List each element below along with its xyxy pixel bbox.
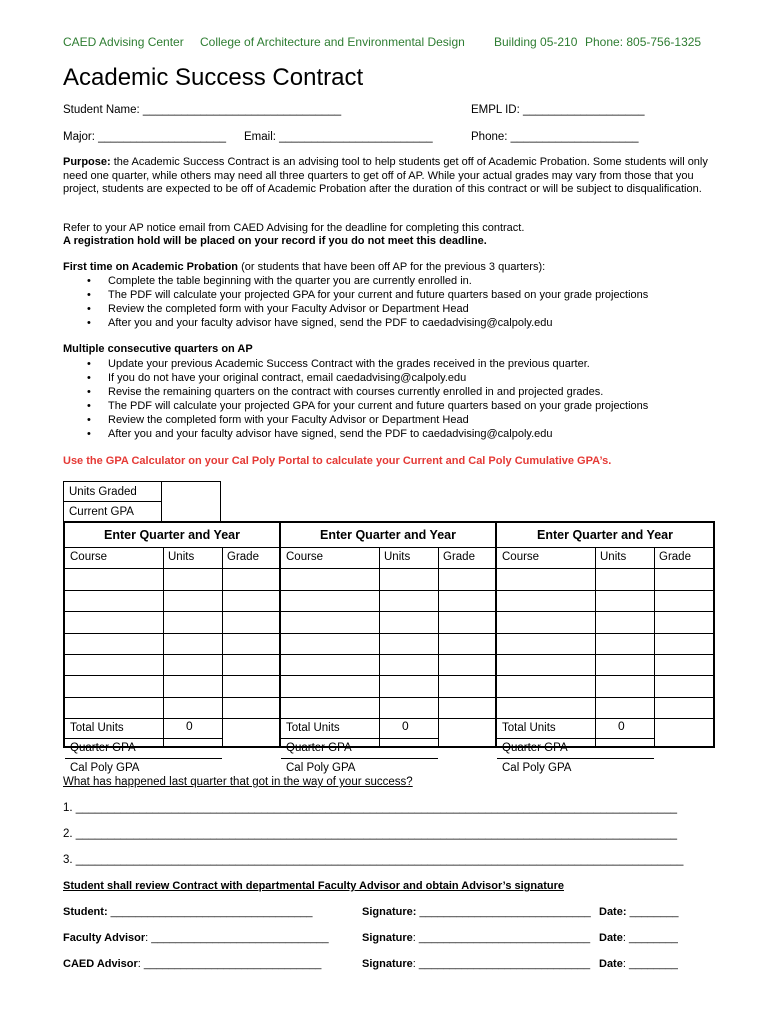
grid-line xyxy=(65,738,222,739)
role-line[interactable]: : _____________________________ xyxy=(145,932,329,944)
course-cell[interactable] xyxy=(282,698,378,717)
faculty-date-field[interactable] xyxy=(599,932,678,944)
list-item: • Review the completed form with your Faculty Advisor or Department Head xyxy=(63,413,648,427)
phone-field[interactable]: Phone: ____________________ xyxy=(471,131,639,143)
units-cell[interactable] xyxy=(164,698,221,717)
date-line[interactable]: : ________ xyxy=(622,932,678,944)
role-line[interactable]: _________________________________ xyxy=(107,906,313,918)
grade-cell[interactable] xyxy=(655,569,712,588)
signature-label: Signature: xyxy=(362,906,417,918)
multiple-heading: Multiple consecutive quarters on AP xyxy=(63,343,253,355)
units-cell[interactable] xyxy=(596,655,653,674)
column-header: Grade xyxy=(659,551,691,563)
refer-text: Refer to your AP notice email from CAED Advising for the deadline for completing this contract. xyxy=(63,222,525,234)
units-cell[interactable] xyxy=(596,569,653,588)
first-time-heading-line xyxy=(63,261,713,275)
email-field[interactable]: Email: ________________________ xyxy=(244,131,433,143)
quarter-gpa-label: Quarter GPA xyxy=(286,742,352,755)
grade-cell[interactable] xyxy=(439,676,496,695)
date-line[interactable]: : ________ xyxy=(622,958,678,970)
column-header: Grade xyxy=(227,551,259,563)
grade-cell[interactable] xyxy=(655,655,712,674)
course-cell[interactable] xyxy=(282,591,378,610)
list-item: • Review the completed form with your Faculty Advisor or Department Head xyxy=(63,302,648,316)
gpa-calculator-note: Use the GPA Calculator on your Cal Poly Portal to calculate your Current and Cal Poly Cumulative GPA’s. xyxy=(63,455,612,467)
caed-advisor-row[interactable] xyxy=(63,958,321,970)
current-gpa-input[interactable] xyxy=(163,503,219,521)
student-sig-field[interactable] xyxy=(362,906,591,918)
grade-cell[interactable] xyxy=(655,676,712,695)
course-cell[interactable] xyxy=(498,655,594,674)
total-units-label: Total Units xyxy=(70,722,124,735)
units-cell[interactable] xyxy=(596,698,653,717)
grade-cell[interactable] xyxy=(439,569,496,588)
quarter-table-2 xyxy=(279,521,497,775)
course-cell[interactable] xyxy=(498,569,594,588)
units-cell[interactable] xyxy=(164,634,221,653)
grade-cell[interactable] xyxy=(655,698,712,717)
quarter-table-3 xyxy=(495,521,715,775)
hold-warning: A registration hold will be placed on your record if you do not meet this deadline. xyxy=(63,235,487,247)
column-header: Course xyxy=(70,551,108,563)
student-date-field[interactable] xyxy=(599,906,679,918)
units-cell[interactable] xyxy=(380,612,437,631)
quarter-heading[interactable]: Enter Quarter and Year xyxy=(320,528,456,542)
course-cell[interactable] xyxy=(66,634,162,653)
role-line[interactable]: : _____________________________ xyxy=(137,958,322,970)
answer-line-3[interactable]: 3. _______________________________________________________________________________________________ xyxy=(63,854,684,866)
grid-line xyxy=(497,547,713,548)
course-cell[interactable] xyxy=(66,612,162,631)
grade-cell[interactable] xyxy=(655,591,712,610)
header-center: CAED Advising Center xyxy=(63,35,184,49)
course-cell[interactable] xyxy=(66,569,162,588)
grade-cell[interactable] xyxy=(439,634,496,653)
first-time-heading: First time on Academic Probation xyxy=(63,261,239,273)
date-label: Date xyxy=(599,932,623,944)
units-cell[interactable] xyxy=(380,698,437,717)
list-item: • Update your previous Academic Success Contract with the grades received in the previous quarter. xyxy=(63,357,648,371)
caed-sig-field[interactable] xyxy=(362,958,590,970)
header-building: Building 05-210 xyxy=(494,35,578,49)
list-item: • The PDF will calculate your projected GPA for your current and future quarters based on your grade projections xyxy=(63,288,648,302)
total-units-value: 0 xyxy=(402,719,409,734)
course-cell[interactable] xyxy=(282,655,378,674)
grade-cell[interactable] xyxy=(223,676,280,695)
column-header: Course xyxy=(286,551,324,563)
purpose-paragraph xyxy=(63,156,713,197)
grade-cell[interactable] xyxy=(439,655,496,674)
first-time-heading-suffix: (or students that have been off AP for the previous 3 quarters): xyxy=(238,261,546,273)
quarter-table-1 xyxy=(63,521,281,775)
multiple-list xyxy=(63,357,648,442)
column-header: Course xyxy=(502,551,540,563)
signature-label: Signature xyxy=(362,932,413,944)
quarter-heading[interactable]: Enter Quarter and Year xyxy=(104,528,240,542)
total-units-label: Total Units xyxy=(502,722,556,735)
grade-cell[interactable] xyxy=(223,569,280,588)
grid-line xyxy=(281,547,495,548)
list-item: • Revise the remaining quarters on the contract with courses currently enrolled in and projected grades. xyxy=(63,385,648,399)
column-header: Units xyxy=(384,551,411,563)
course-cell[interactable] xyxy=(498,612,594,631)
grid-line xyxy=(497,718,713,719)
grid-line xyxy=(65,718,279,719)
grid-line xyxy=(65,758,222,759)
units-cell[interactable] xyxy=(380,655,437,674)
role-label: CAED Advisor xyxy=(63,958,138,970)
question-heading: What has happened last quarter that got in the way of your success? xyxy=(63,776,413,788)
student-signature-row[interactable] xyxy=(63,906,313,918)
units-cell[interactable] xyxy=(380,676,437,695)
calpoly-gpa-label: Cal Poly GPA xyxy=(286,762,356,775)
signature-label: Signature xyxy=(362,958,413,970)
course-cell[interactable] xyxy=(498,698,594,717)
units-cell[interactable] xyxy=(596,634,653,653)
header-phone: Phone: 805-756-1325 xyxy=(585,35,702,49)
column-header: Units xyxy=(168,551,195,563)
units-cell[interactable] xyxy=(596,612,653,631)
quarter-heading[interactable]: Enter Quarter and Year xyxy=(537,528,673,542)
grid-line xyxy=(65,547,279,548)
list-item: • Complete the table beginning with the quarter you are currently enrolled in. xyxy=(63,274,648,288)
grade-cell[interactable] xyxy=(655,612,712,631)
grid-line xyxy=(281,758,438,759)
course-cell[interactable] xyxy=(66,655,162,674)
grade-cell[interactable] xyxy=(223,634,280,653)
caed-date-field[interactable] xyxy=(599,958,678,970)
grade-cell[interactable] xyxy=(223,591,280,610)
signature-line[interactable]: : ____________________________ xyxy=(412,932,591,944)
signature-line[interactable]: ____________________________ xyxy=(416,906,591,918)
grid-line xyxy=(497,758,654,759)
current-gpa-label: Current GPA xyxy=(69,506,134,518)
units-cell[interactable] xyxy=(164,612,221,631)
grid-line xyxy=(281,718,495,719)
review-heading: Student shall review Contract with departmental Faculty Advisor and obtain Advisor’s signature xyxy=(63,880,564,892)
course-cell[interactable] xyxy=(498,634,594,653)
empl-id-field[interactable]: EMPL ID: ___________________ xyxy=(471,104,645,116)
total-units-label: Total Units xyxy=(286,722,340,735)
signature-line[interactable]: : ____________________________ xyxy=(412,958,591,970)
list-item: • After you and your faculty advisor have signed, send the PDF to caedadvising@calpoly.edu xyxy=(63,427,648,441)
units-cell[interactable] xyxy=(380,591,437,610)
header-college: College of Architecture and Environmental Design xyxy=(200,35,465,49)
course-cell[interactable] xyxy=(282,569,378,588)
column-header: Units xyxy=(600,551,627,563)
grade-cell[interactable] xyxy=(439,612,496,631)
grade-cell[interactable] xyxy=(439,591,496,610)
course-cell[interactable] xyxy=(66,698,162,717)
major-field[interactable]: Major: ____________________ xyxy=(63,131,227,143)
page-title: Academic Success Contract xyxy=(63,64,364,91)
total-units-value: 0 xyxy=(186,719,193,734)
units-cell[interactable] xyxy=(596,676,653,695)
grade-cell[interactable] xyxy=(655,634,712,653)
summary-divider xyxy=(161,481,162,522)
units-cell[interactable] xyxy=(164,655,221,674)
units-cell[interactable] xyxy=(380,634,437,653)
first-time-list xyxy=(63,274,648,330)
list-item: • If you do not have your original contract, email caedadvising@calpoly.edu xyxy=(63,371,648,385)
grid-line xyxy=(281,738,438,739)
course-cell[interactable] xyxy=(282,612,378,631)
list-item: • After you and your faculty advisor have signed, send the PDF to caedadvising@calpoly.edu xyxy=(63,316,648,330)
calpoly-gpa-label: Cal Poly GPA xyxy=(70,762,140,775)
purpose-text: the Academic Success Contract is an advising tool to help students get off of Academic Probation. Some students will only need one quarter, while others may need all three quarters to get off of AP. While your actual grades may vary from those that you project, students are expected to be off of Academic Probation after the duration of this contract or will be subject to disqualification. xyxy=(63,156,708,195)
purpose-label: Purpose: xyxy=(63,156,111,168)
grade-cell[interactable] xyxy=(439,698,496,717)
grade-cell[interactable] xyxy=(223,655,280,674)
date-label: Date xyxy=(599,958,623,970)
date-line[interactable]: ________ xyxy=(626,906,679,918)
course-cell[interactable] xyxy=(66,591,162,610)
course-cell[interactable] xyxy=(498,591,594,610)
course-cell[interactable] xyxy=(66,676,162,695)
units-cell[interactable] xyxy=(164,676,221,695)
faculty-advisor-row[interactable] xyxy=(63,932,329,944)
course-cell[interactable] xyxy=(282,634,378,653)
units-graded-label: Units Graded xyxy=(69,486,137,498)
units-cell[interactable] xyxy=(164,591,221,610)
units-cell[interactable] xyxy=(596,591,653,610)
faculty-sig-field[interactable] xyxy=(362,932,590,944)
grade-cell[interactable] xyxy=(223,698,280,717)
grade-cell[interactable] xyxy=(223,612,280,631)
course-cell[interactable] xyxy=(498,676,594,695)
total-units-value: 0 xyxy=(618,719,625,734)
role-label: Faculty Advisor xyxy=(63,932,146,944)
answer-line-2[interactable]: 2. ______________________________________________________________________________________________ xyxy=(63,828,677,840)
units-cell[interactable] xyxy=(380,569,437,588)
student-name-field[interactable]: Student Name: _______________________________ xyxy=(63,104,342,116)
date-label: Date: xyxy=(599,906,627,918)
answer-line-1[interactable]: 1. ______________________________________________________________________________________________ xyxy=(63,802,677,814)
grid-line xyxy=(497,738,654,739)
quarter-gpa-label: Quarter GPA xyxy=(70,742,136,755)
role-label: Student: xyxy=(63,906,108,918)
units-graded-input[interactable] xyxy=(163,483,219,501)
quarter-gpa-label: Quarter GPA xyxy=(502,742,568,755)
column-header: Grade xyxy=(443,551,475,563)
units-cell[interactable] xyxy=(164,569,221,588)
course-cell[interactable] xyxy=(282,676,378,695)
list-item: • The PDF will calculate your projected GPA for your current and future quarters based on your grade projections xyxy=(63,399,648,413)
calpoly-gpa-label: Cal Poly GPA xyxy=(502,762,572,775)
